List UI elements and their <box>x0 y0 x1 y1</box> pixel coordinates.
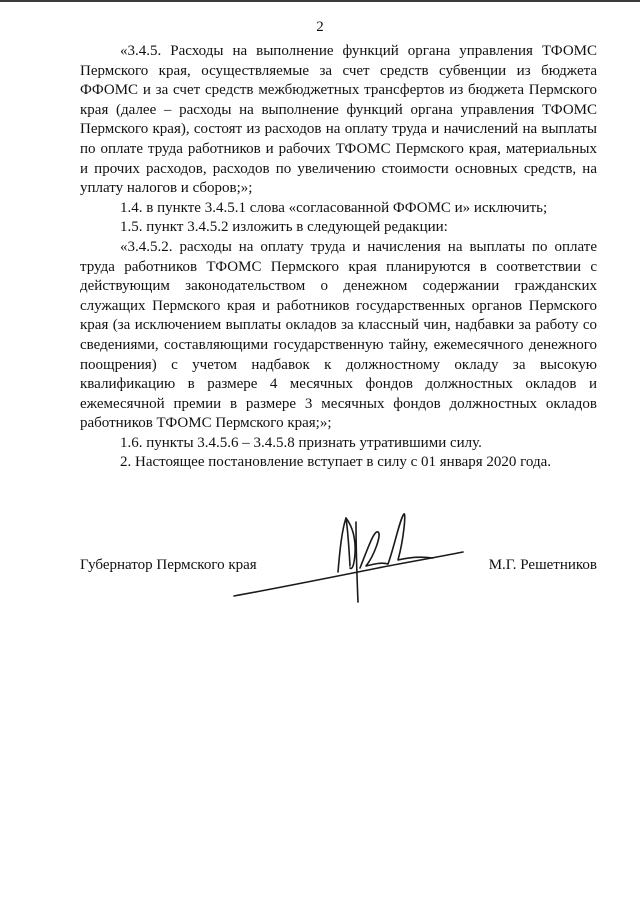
signer-title: Губернатор Пермского края <box>80 557 257 573</box>
handwritten-signature <box>228 508 468 608</box>
paragraph-3-4-5: «3.4.5. Расходы на выполнение функций органа управления ТФОМС Пермского края, осуществляемые за счет средств субвенции из бюджета ФФОМС и за счет средств межбюджетных трансфертов из бюджета Пермского края (далее – расходы на выполнение функций органа управления ТФОМС Пермского края), состоят из расходов на оплату труда и начислений на выплаты по оплате труда работников и рабочих ТФОМС Пермского края, материальных и прочих расходов, расходов по увеличению стоимости основных средств, на уплату налогов и сборов;»; <box>80 43 597 197</box>
paragraph-1-6: 1.6. пункты 3.4.5.6 – 3.4.5.8 признать утратившими силу. <box>120 434 482 451</box>
signer-name: М.Г. Решетников <box>488 557 597 573</box>
paragraph-2: 2. Настоящее постановление вступает в силу с 01 января 2020 года. <box>120 454 552 471</box>
paragraph-1-5: 1.5. пункт 3.4.5.2 изложить в следующей редакции: <box>120 219 448 236</box>
paragraph-3-4-5-2: «3.4.5.2. расходы на оплату труда и начисления на выплаты по оплате труда работников ТФОМС Пермского края планируются в соответствии с действующим законодательством о денежном содержании гражданских служащих Пермского края и работников государственных органов Пермского края (за исключением выплаты окладов за классный чин, надбавки за работу со сведениями, составляющими государственную тайну, ежемесячного денежного поощрения) с учетом надбавок к должностному окладу за высокую квалификацию в размере 4 месячных фондов должностных окладов и ежемесячной премии в размере 3 месячных фондов должностных окладов работников ТФОМС Пермского края;»; <box>80 238 597 432</box>
page-number: 2 <box>316 19 324 35</box>
document-body <box>80 42 597 473</box>
paragraph-1-4: 1.4. в пункте 3.4.5.1 слова «согласованной ФФОМС и» исключить; <box>120 199 548 216</box>
page-top-border <box>0 0 640 2</box>
